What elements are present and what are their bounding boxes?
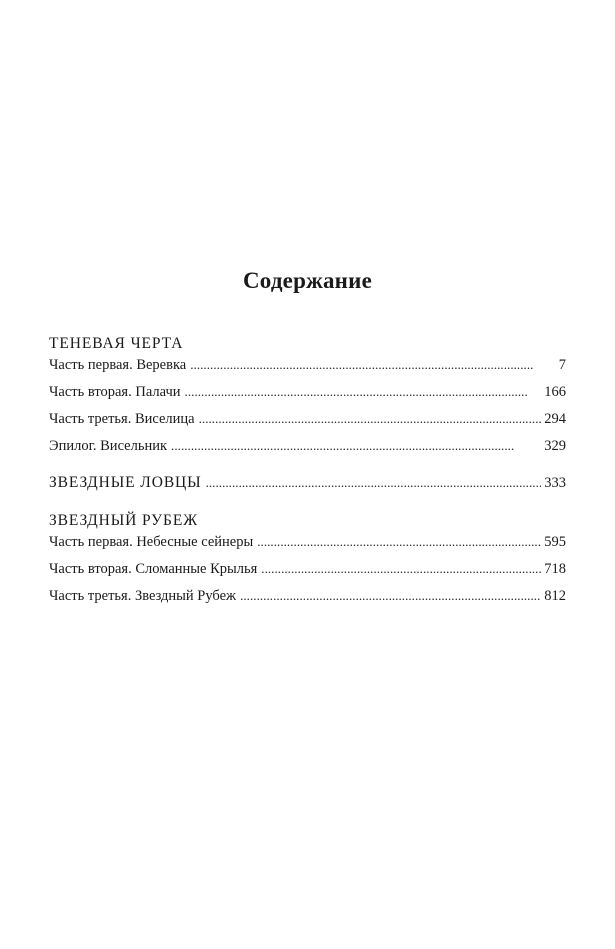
dot-leader	[206, 473, 542, 493]
dot-leader	[240, 586, 541, 606]
toc-entry-label: ЗВЕЗДНЫЕ ЛОВЦЫ	[49, 474, 202, 491]
spacer	[49, 500, 566, 510]
toc-entry	[49, 436, 566, 463]
table-of-contents	[49, 333, 566, 613]
dot-leader	[261, 559, 541, 579]
dot-leader	[171, 436, 541, 456]
toc-entry-label: Часть третья. Звездный Рубеж	[49, 588, 237, 604]
toc-entry-label: Часть первая. Небесные сейнеры	[49, 534, 254, 550]
toc-entry	[49, 532, 566, 559]
toc-entry-page: 718	[544, 561, 566, 577]
toc-entry-label: Часть третья. Виселица	[49, 411, 195, 427]
section-heading: ЗВЕЗДНЫЙ РУБЕЖ	[49, 512, 198, 529]
dot-leader	[199, 409, 542, 429]
toc-entry-standalone	[49, 473, 566, 500]
toc-entry-label: Часть вторая. Палачи	[49, 384, 181, 400]
section-heading: ТЕНЕВАЯ ЧЕРТА	[49, 335, 184, 352]
toc-entry-page: 7	[558, 357, 566, 373]
dot-leader	[257, 532, 541, 552]
toc-entry	[49, 409, 566, 436]
toc-entry-page: 333	[544, 475, 566, 491]
toc-entry-label: Эпилог. Висельник	[49, 438, 168, 454]
toc-entry-page: 329	[544, 438, 566, 454]
toc-entry-page: 595	[544, 534, 566, 550]
toc-entry-label: Часть первая. Веревка	[49, 357, 187, 373]
toc-entry	[49, 382, 566, 409]
page-title: Содержание	[243, 268, 372, 293]
toc-entry	[49, 586, 566, 613]
toc-entry-label: Часть вторая. Сломанные Крылья	[49, 561, 258, 577]
toc-entry-page: 166	[544, 384, 566, 400]
toc-entry-page: 812	[544, 588, 566, 604]
dot-leader	[190, 355, 556, 375]
toc-entry-page: 294	[544, 411, 566, 427]
spacer	[49, 463, 566, 473]
dot-leader	[185, 382, 542, 402]
toc-entry	[49, 559, 566, 586]
toc-entry	[49, 355, 566, 382]
